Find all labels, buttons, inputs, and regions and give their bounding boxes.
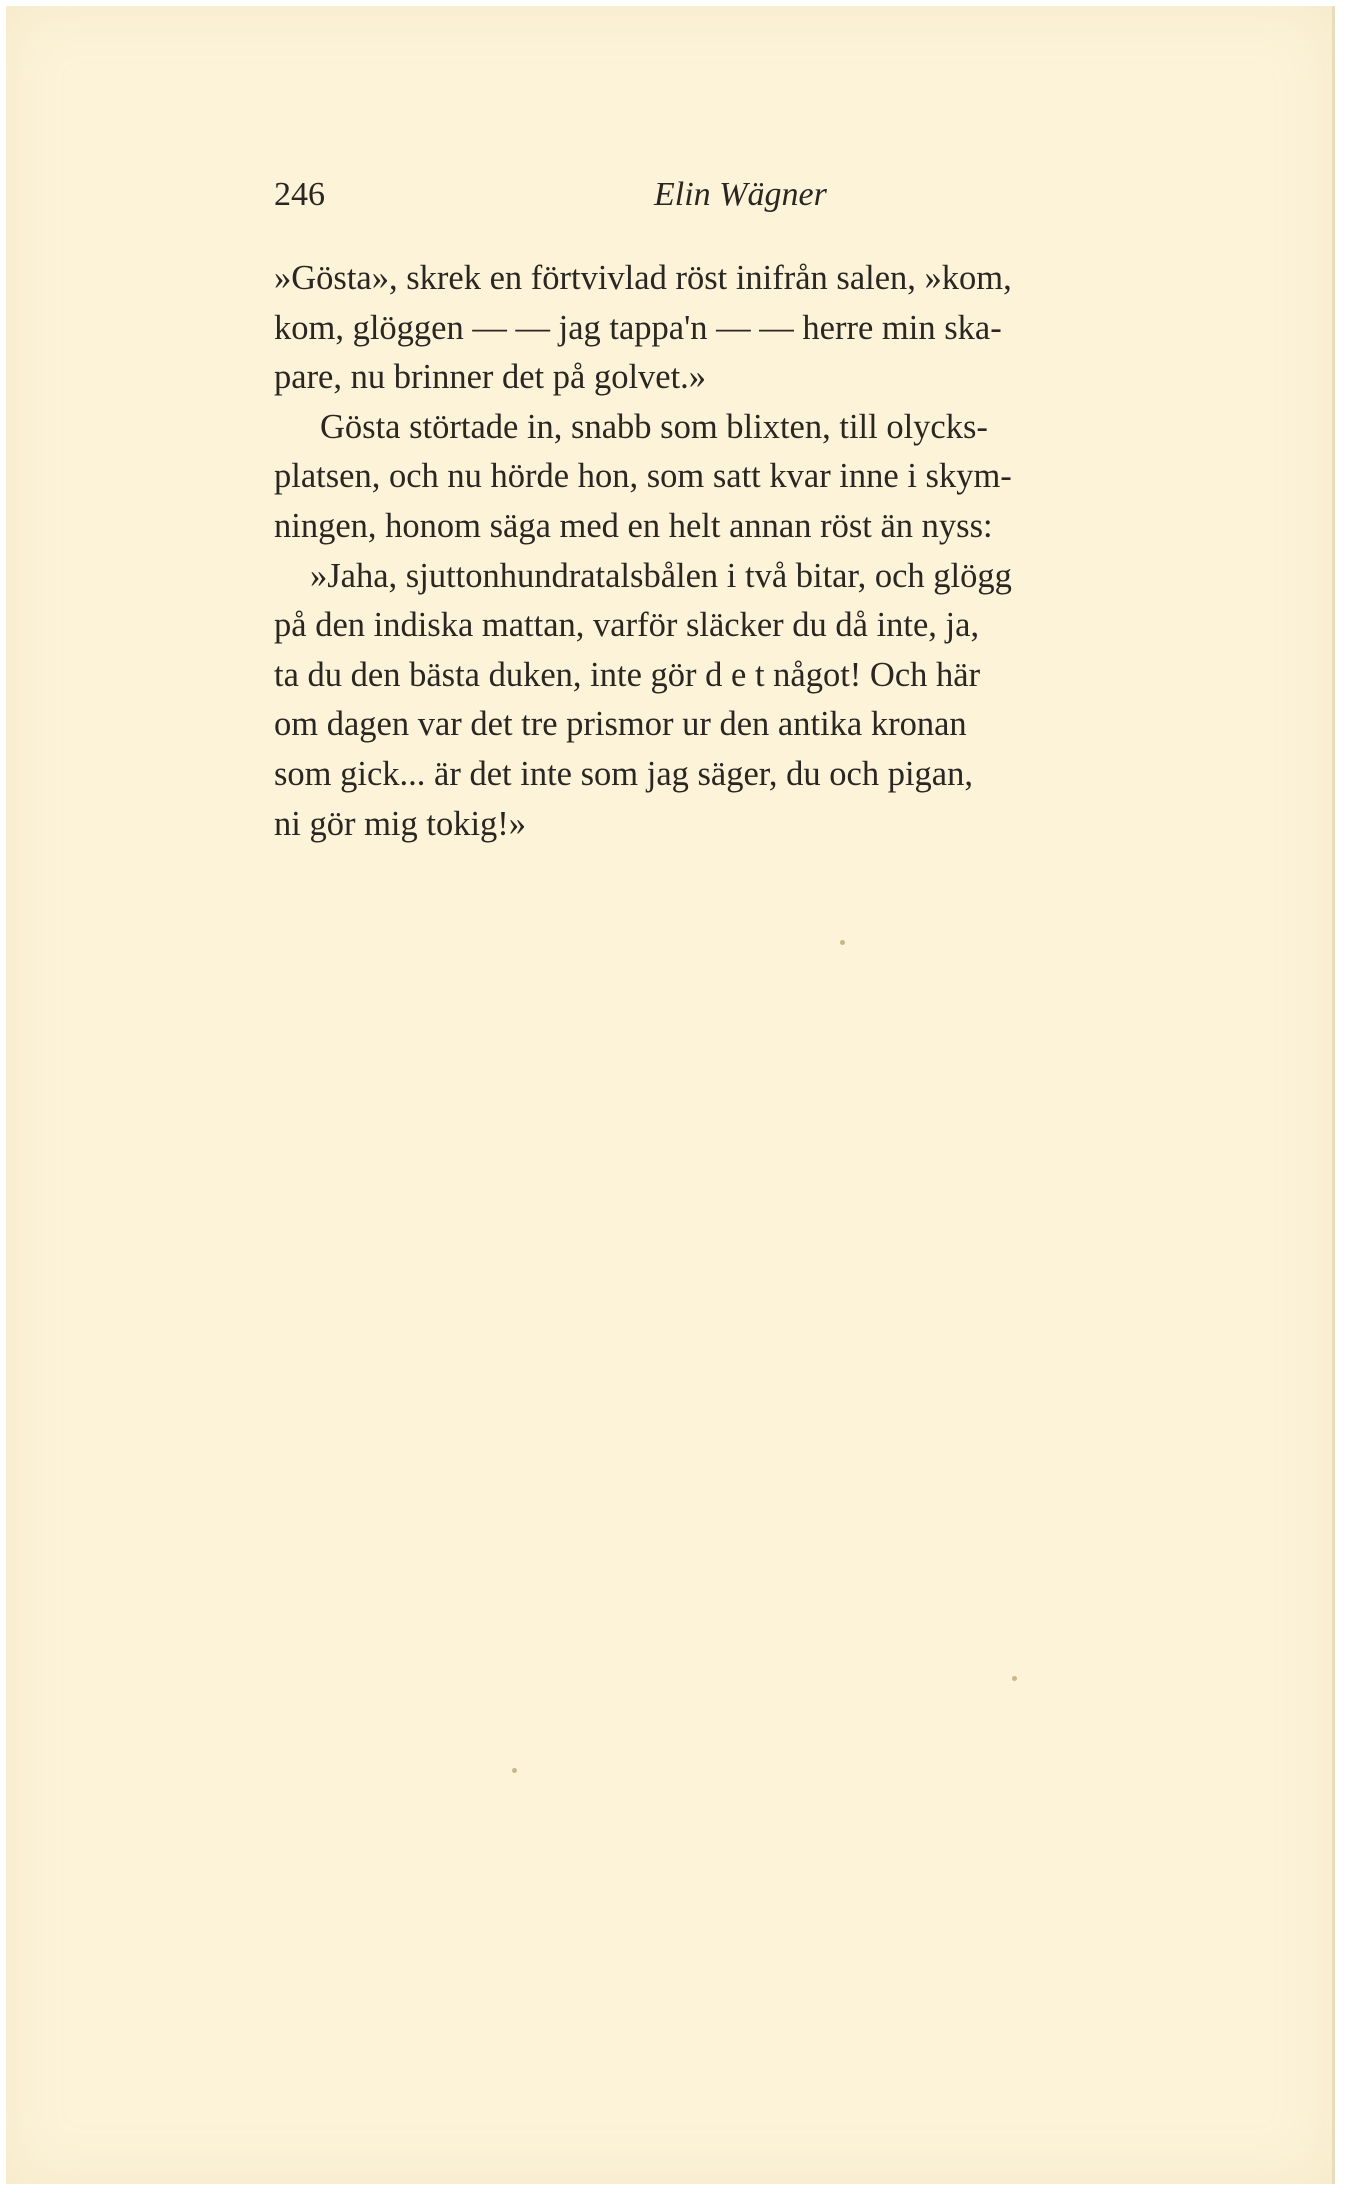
body-text <box>274 254 1012 849</box>
paper-spot <box>1012 1676 1017 1681</box>
text-line: platsen, och nu hörde hon, som satt kvar inne i skym- <box>274 457 1012 496</box>
text-line: ningen, honom säga med en helt annan röst än nyss: <box>274 506 993 545</box>
text-line: »Jaha, sjuttonhundratalsbålen i två bitar, och glögg <box>310 556 1012 595</box>
page-header <box>274 176 908 226</box>
text-line: ta du den bästa duken, inte gör d e t något! Och här <box>274 655 981 694</box>
text-line: ni gör mig tokig!» <box>274 804 527 843</box>
text-line: som gick... är det inte som jag säger, du och pigan, <box>274 754 973 793</box>
text-line: »Gösta», skrek en förtvivlad röst inifrån salen, »kom, <box>274 259 1012 297</box>
page-number: 246 <box>274 176 325 213</box>
text-line: om dagen var det tre prismor ur den antika kronan <box>274 705 967 744</box>
text-line: på den indiska mattan, varför släcker du då inte, ja, <box>274 606 980 645</box>
running-title: Elin Wägner <box>654 176 827 213</box>
text-line: kom, glöggen — — jag tappa'n — — herre min ska- <box>274 308 1002 347</box>
paper-spot <box>512 1768 517 1773</box>
paper-spot <box>840 940 845 945</box>
text-line: Gösta störtade in, snabb som blixten, till olycks- <box>320 407 988 446</box>
text-line: pare, nu brinner det på golvet.» <box>274 358 707 397</box>
